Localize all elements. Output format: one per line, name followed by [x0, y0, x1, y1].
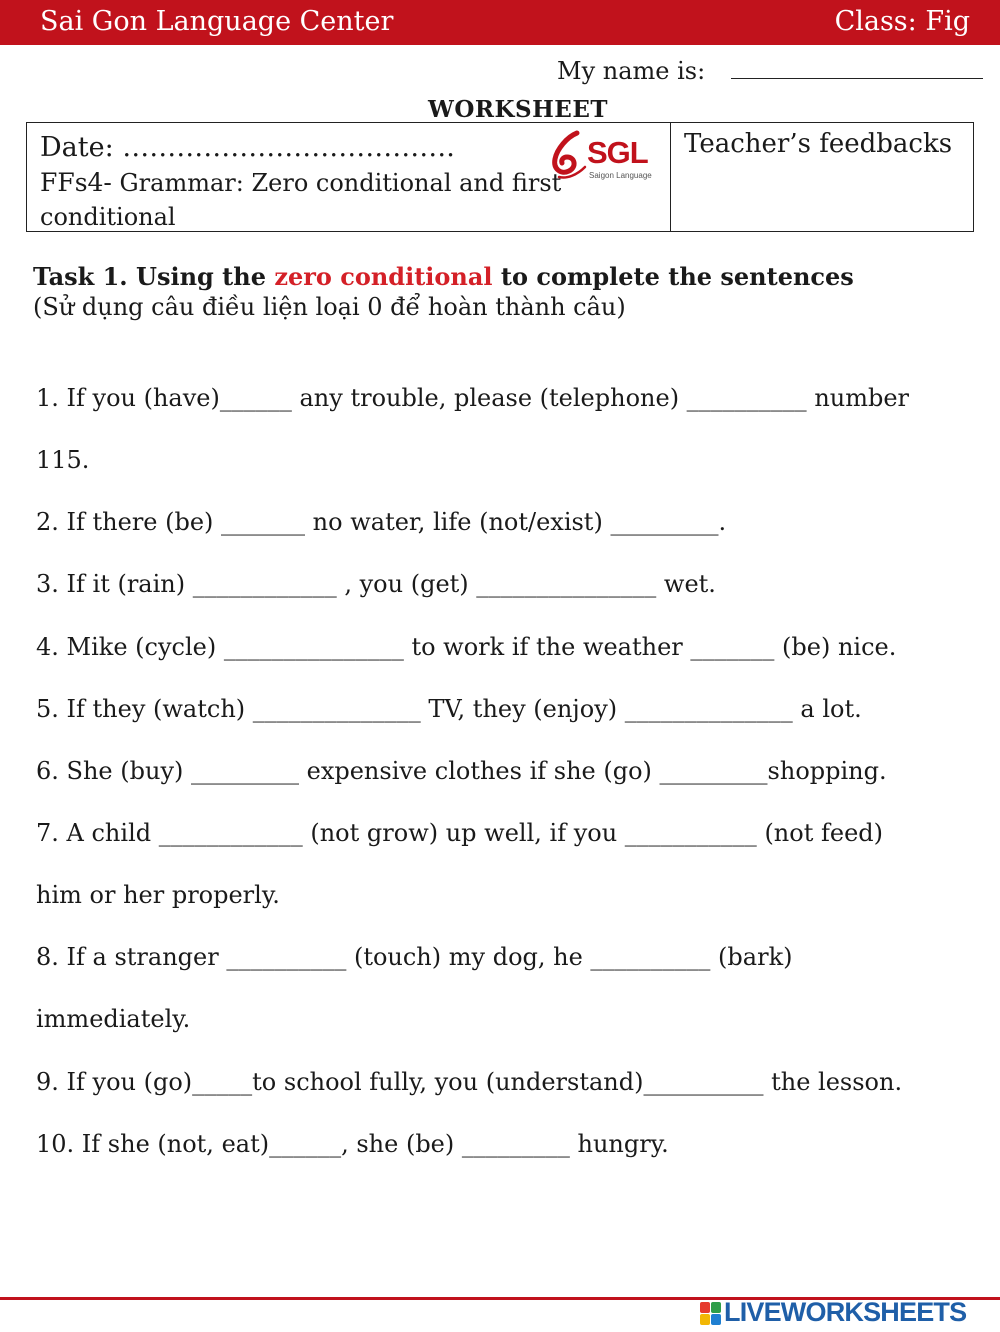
sgl-logo — [547, 127, 652, 183]
center-name: Sai Gon Language Center — [40, 6, 394, 37]
exercise-line: 5. If they (watch) ______________ TV, they (enjoy) ______________ a lot. — [36, 695, 862, 723]
worksheet-title: WORKSHEET — [428, 96, 608, 123]
exercise-line: 115. — [36, 446, 90, 474]
task-title-suffix: to complete the sentences — [492, 262, 854, 291]
liveworksheets-brand: LIVEWORKSHEETS — [724, 1297, 967, 1327]
header-bar — [0, 0, 1000, 45]
sgl-swirl-icon — [547, 127, 591, 183]
exercise-line: 4. Mike (cycle) _______________ to work if the weather _______ (be) nice. — [36, 633, 897, 661]
name-field[interactable] — [731, 78, 983, 79]
exercise-line: 6. She (buy) _________ expensive clothes if she (go) _________shopping. — [36, 757, 887, 785]
table-divider — [670, 123, 671, 231]
name-label: My name is: — [557, 57, 706, 85]
info-table — [26, 122, 974, 232]
exercise-line: 8. If a stranger __________ (touch) my dog, he __________ (bark) — [36, 943, 793, 971]
exercise-line: immediately. — [36, 1005, 191, 1033]
task-title-prefix: Task 1. Using the — [33, 262, 275, 291]
grammar-topic-cont: conditional — [40, 203, 176, 231]
grammar-topic: Grammar: Zero conditional and first — [111, 169, 562, 197]
exercise-line: 3. If it (rain) ____________ , you (get) _______________ wet. — [36, 570, 716, 598]
lesson-code-line — [40, 168, 561, 197]
teacher-feedback-label: Teacher’s feedbacks — [684, 129, 953, 159]
exercise-line: 9. If you (go)_____to school fully, you (understand)__________ the lesson. — [36, 1068, 903, 1096]
lesson-code: FFs4- — [40, 168, 112, 197]
task-subtitle: (Sử dụng câu điều liện loại 0 để hoàn thành câu) — [33, 293, 626, 321]
class-label: Class: Fig — [834, 6, 970, 37]
logo-word: SGL — [587, 135, 648, 170]
date-label: Date: ………………………………. — [40, 132, 455, 163]
exercise-line: him or her properly. — [36, 881, 280, 909]
exercise-line: 10. If she (not, eat)______, she (be) _________ hungry. — [36, 1130, 669, 1158]
task-title — [33, 262, 854, 291]
exercise-line: 1. If you (have)______ any trouble, please (telephone) __________ number — [36, 384, 910, 412]
task-title-highlight: zero conditional — [274, 262, 493, 291]
liveworksheets-logo — [700, 1299, 995, 1329]
liveworksheets-blocks-icon — [700, 1302, 722, 1326]
exercise-line: 7. A child ____________ (not grow) up well, if you ___________ (not feed) — [36, 819, 883, 847]
logo-subtext: Saigon Language — [589, 171, 652, 180]
exercise-line: 2. If there (be) _______ no water, life (not/exist) _________. — [36, 508, 727, 536]
